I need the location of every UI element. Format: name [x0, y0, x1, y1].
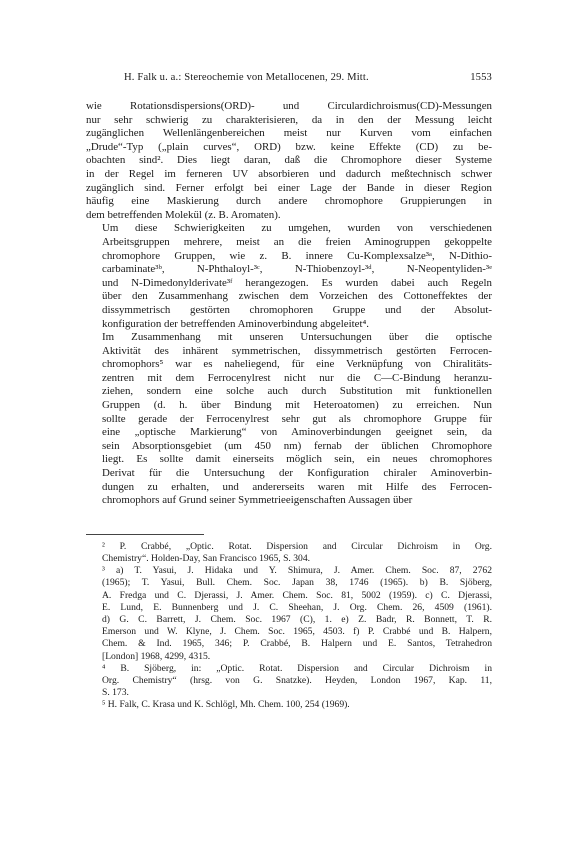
text-line: ziehen, sondern eine solche auch durch Substitution mit funktionellen	[102, 385, 492, 398]
text-line: obachten sind². Dies liegt daran, daß die Chromophore dieser Systeme	[86, 154, 492, 167]
paragraph	[86, 331, 492, 508]
text-line: zentren mit dem Ferrocenylrest nicht nur die C—C-Bindung heranzu-	[102, 371, 492, 384]
text-line: Derivat für die Untersuchung der Konfiguration chiraler Aminoverbin-	[102, 467, 492, 480]
text-line: E. Lund, E. Bunnenberg und J. C. Sheehan, J. Org. Chem. 26, 4509 (1961).	[102, 601, 492, 613]
text-line: (1965); T. Yasui, Bull. Chem. Soc. Japan 38, 1746 (1965). b) B. Sjöberg,	[102, 577, 492, 589]
text-line: wie Rotationsdispersions(ORD)- und Circulardichroismus(CD)-Messungen	[86, 100, 492, 112]
text-line: chromophors⁵ war es naheliegend, für eine Verknüpfung von Chiralitäts-	[102, 358, 492, 371]
text-line: carbaminate³ᵇ, N-Phthaloyl-³ᶜ, N-Thiobenzoyl-³ᵈ, N-Neopentyliden-³ᵉ	[102, 263, 492, 276]
footnotes	[86, 541, 492, 712]
paragraph	[86, 222, 492, 331]
text-line: „Drude“-Typ („plain curves“, ORD) bzw. keine Effekte (CD) zu be-	[86, 140, 492, 153]
text-line: über den Zusammenhang zwischen dem Vorzeichen des Cottoneffektes der	[102, 290, 492, 303]
text-line: häufig eine Maskierung durch andere chromophore Gruppierungen in	[86, 195, 492, 208]
text-line: sollte gerade der Ferrocenylrest sehr gut als chromophore Gruppe für	[102, 412, 492, 425]
text-line: A. Fredga und C. Djerassi, J. Amer. Chem. Soc. 81, 5002 (1959). c) C. Djerassi,	[102, 589, 492, 601]
text-line: ⁴ B. Sjöberg, in: „Optic. Rotat. Dispersion and Circular Dichroism in	[102, 662, 492, 674]
text-line: ² P. Crabbé, „Optic. Rotat. Dispersion and Circular Dichroism in Org.	[102, 540, 492, 552]
text-line: Arbeitsgruppen mehrere, meist an die freien Aminogruppen gekoppelte	[102, 235, 492, 248]
text-line: in der Regel im ferneren UV absorbieren und dadurch meßtechnisch schwer	[86, 167, 492, 180]
text-line: Gruppen (d. h. über Bindung mit Heteroatomen) zu erreichen. Nun	[102, 399, 492, 412]
text-line: nur sehr schwierig zu charakterisieren, da in den der Messung leicht	[86, 113, 492, 126]
paragraph	[86, 100, 492, 222]
text-line: liegt. Es sollte damit einerseits möglich sein, ein neues chromophores	[102, 453, 492, 466]
body-text	[86, 100, 492, 508]
text-line: Chem. & Ind. 1965, 346; P. Crabbé, B. Halpern und E. Santos, Tetrahedron	[102, 638, 492, 650]
text-line: zugänglichen Wellenlängenbereichen meist nur Kurven vom einfachen	[86, 127, 492, 140]
text-line: dungen zu erhalten, und andererseits waren mit Hilfe des Ferrocen-	[102, 480, 492, 493]
text-line: Aktivität des inhärent symmetrischen, dissymmetrisch gestörten Ferrocen-	[102, 344, 492, 357]
text-line: Um diese Schwierigkeiten zu umgehen, wurden von verschiedenen	[102, 222, 492, 235]
text-line: Org. Chemistry“ (hrsg. von G. Snatzke). Heyden, London 1967, Kap. 11,	[102, 675, 492, 687]
text-line: Chemistry“. Holden-Day, San Francisco 1965, S. 304.	[102, 553, 311, 565]
text-line: zugänglich sind. Ferner erfolgt bei einer Lage der Bande in dieser Region	[86, 181, 492, 194]
text-line: [London] 1968, 4299, 4315.	[102, 650, 211, 662]
text-line: chromophore Gruppen, wie z. B. innere Cu-Komplexsalze³ᵃ, N-Dithio-	[102, 249, 492, 262]
text-line: sein Absorptionsgebiet (um 450 nm) fernab der üblichen Chromophore	[102, 439, 492, 452]
footnote-rule	[86, 534, 204, 535]
text-line: ⁵ H. Falk, C. Krasa und K. Schlögl, Mh. Chem. 100, 254 (1969).	[102, 699, 350, 711]
footnote	[86, 565, 492, 663]
text-line: ³ a) T. Yasui, J. Hidaka und Y. Shimura, J. Amer. Chem. Soc. 87, 2762	[102, 565, 492, 577]
text-line: Im Zusammenhang mit unseren Untersuchungen über die optische	[102, 331, 492, 344]
text-line: dem betreffenden Molekül (z. B. Aromaten).	[86, 208, 281, 221]
text-line: d) G. C. Barrett, J. Chem. Soc. 1967 (C), 1. e) Z. Badr, R. Bonnett, T. R.	[102, 614, 492, 626]
text-line: dissymmetrisch gestörten chromophoren Gruppe und der Absolut-	[102, 303, 492, 316]
page-number: 1553	[470, 72, 492, 83]
text-line: Emerson und W. Klyne, J. Chem. Soc. 1965, 4503. f) P. Crabbé und B. Halpern,	[102, 626, 492, 638]
running-head-title: H. Falk u. a.: Stereochemie von Metallocenen, 29. Mitt.	[124, 72, 369, 83]
text-line: eine „optische Markierung“ von Aminoverbindungen geeignet sein, da	[102, 426, 492, 439]
footnote	[86, 699, 492, 711]
running-head	[86, 72, 492, 88]
footnote	[86, 541, 492, 565]
text-line: konfiguration der betreffenden Aminoverbindung abgeleitet⁴.	[102, 317, 370, 330]
footnote	[86, 663, 492, 700]
text-line: chromophors auf Grund seiner Symmetrieeigenschaften Aussagen über	[102, 494, 413, 507]
text-line: und N-Dimedonylderivate³ᶠ herangezogen. Es wurden dabei auch Regeln	[102, 276, 492, 289]
text-line: S. 173.	[102, 687, 129, 699]
